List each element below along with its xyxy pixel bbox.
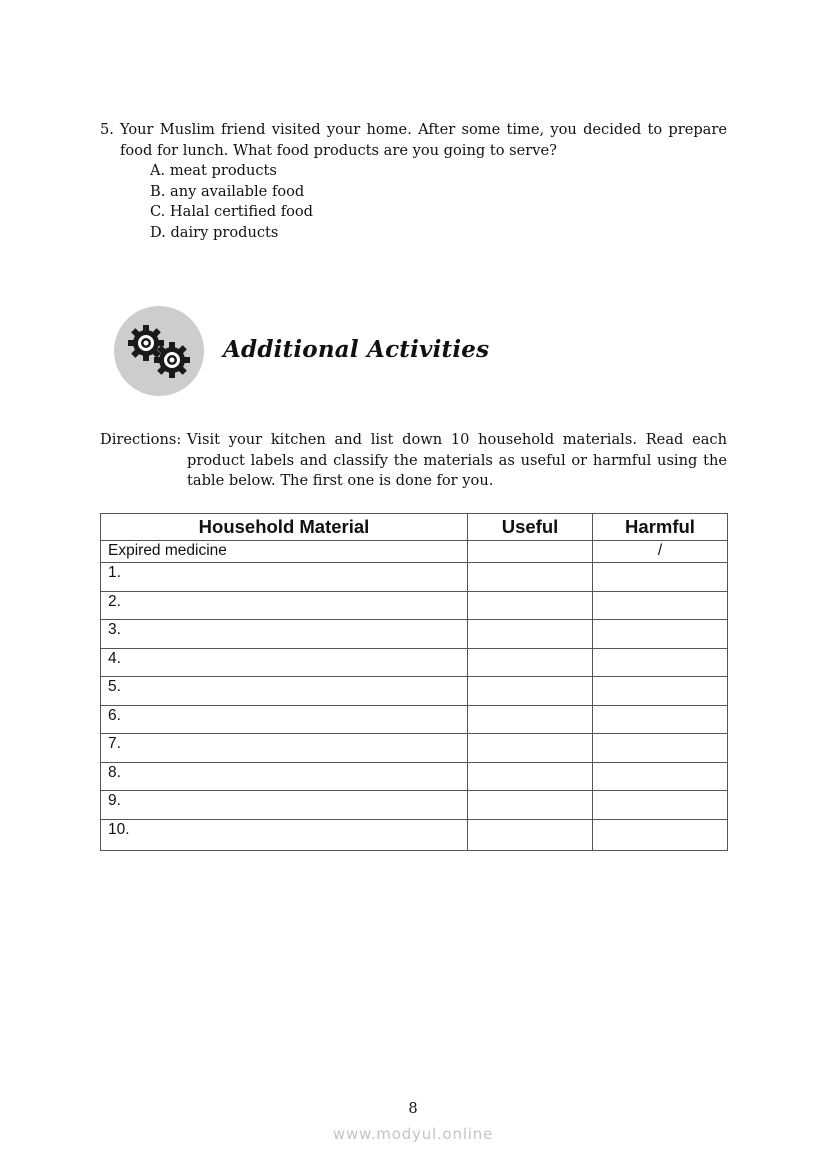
useful-cell (468, 541, 593, 563)
useful-cell (468, 791, 593, 820)
material-cell: 8. (101, 762, 468, 791)
material-cell: 10. (101, 819, 468, 850)
useful-cell (468, 620, 593, 649)
choice-b: B. any available food (150, 182, 305, 200)
useful-cell (468, 819, 593, 850)
table-row (101, 563, 728, 592)
useful-cell (468, 734, 593, 763)
harmful-cell (593, 591, 728, 620)
harmful-cell (593, 705, 728, 734)
page-number: 8 (408, 1100, 418, 1117)
useful-cell (468, 677, 593, 706)
table-row (101, 705, 728, 734)
classification-table (100, 513, 728, 851)
gears-icon-graphic (114, 306, 204, 396)
gears-icon (114, 306, 204, 396)
directions (100, 430, 727, 492)
table-header-row (101, 514, 728, 541)
choice-c: C. Halal certified food (150, 203, 314, 221)
table-row (101, 762, 728, 791)
harmful-cell (593, 620, 728, 649)
harmful-cell (593, 791, 728, 820)
material-cell: 3. (101, 620, 468, 649)
harmful-cell: / (593, 541, 728, 563)
harmful-cell (593, 563, 728, 592)
harmful-cell (593, 734, 728, 763)
question-stem (100, 120, 727, 161)
header-household-material: Household Material (101, 514, 468, 541)
table-row (101, 791, 728, 820)
question-number: 5. (100, 121, 114, 138)
useful-cell (468, 648, 593, 677)
material-cell: 7. (101, 734, 468, 763)
answer-choices (100, 161, 727, 243)
material-cell: 2. (101, 591, 468, 620)
table-row (101, 734, 728, 763)
harmful-cell (593, 819, 728, 850)
material-cell: 5. (101, 677, 468, 706)
choice-a: A. meat products (150, 162, 277, 180)
useful-cell (468, 591, 593, 620)
question-5 (100, 120, 727, 244)
directions-label: Directions: (100, 431, 182, 448)
table-row (101, 648, 728, 677)
table-row-example (101, 541, 728, 563)
harmful-cell (593, 677, 728, 706)
question-text: Your Muslim friend visited your home. After some time, you decided to prepare food for lunch. What food products are you going to serve? (120, 121, 727, 159)
table-row (101, 620, 728, 649)
material-cell: Expired medicine (101, 541, 468, 563)
useful-cell (468, 563, 593, 592)
choice-d: D. dairy products (150, 223, 279, 241)
material-cell: 6. (101, 705, 468, 734)
header-harmful: Harmful (593, 514, 728, 541)
table-row (101, 591, 728, 620)
useful-cell (468, 705, 593, 734)
watermark: www.modyul.online (332, 1125, 494, 1143)
harmful-cell (593, 762, 728, 791)
section-title: Additional Activities (223, 336, 490, 363)
material-cell: 9. (101, 791, 468, 820)
directions-text: Visit your kitchen and list down 10 household materials. Read each product labels and classify the materials as useful or harmful using the table below. The first one is done for you. (187, 431, 727, 490)
header-useful: Useful (468, 514, 593, 541)
harmful-cell (593, 648, 728, 677)
material-cell: 4. (101, 648, 468, 677)
table-row (101, 677, 728, 706)
table-row (101, 819, 728, 850)
material-cell: 1. (101, 563, 468, 592)
useful-cell (468, 762, 593, 791)
